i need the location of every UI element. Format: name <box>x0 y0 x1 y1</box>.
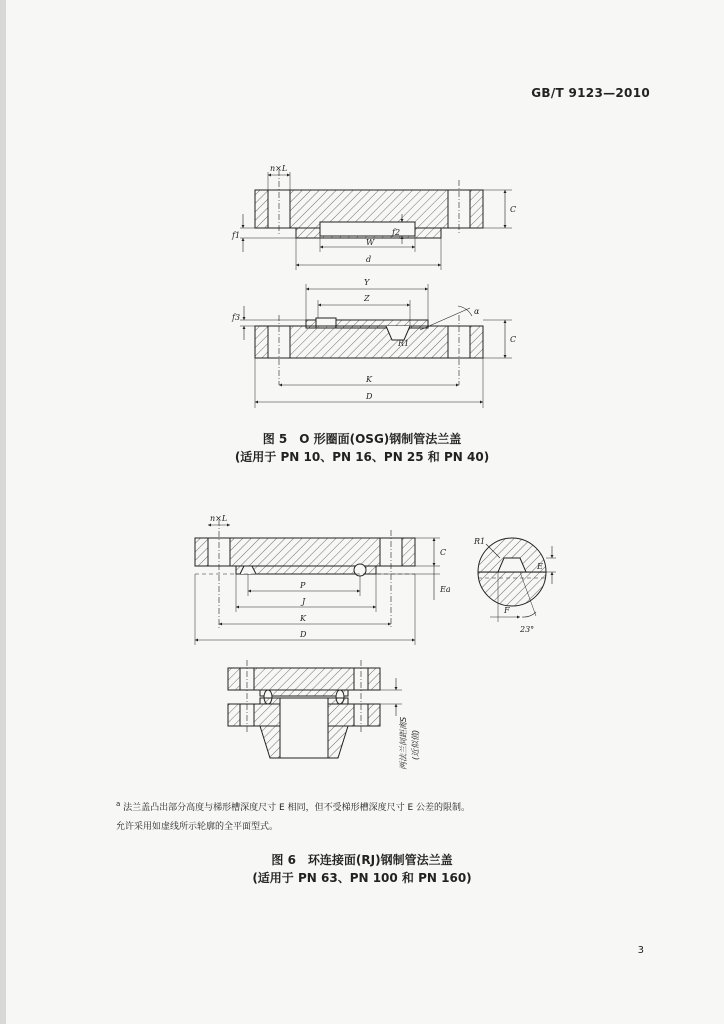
fig6-F-label: F <box>504 606 510 615</box>
fig5-D-label: D <box>366 392 373 401</box>
fig6-assembly-view <box>228 660 402 758</box>
fig6-E-label: E <box>537 562 543 571</box>
figure5-caption: 图 5 O 形圈面(OSG)钢制管法兰盖 <box>262 432 462 446</box>
fig6-nL-label: n×L <box>210 514 228 523</box>
fig6-C-label: C <box>440 548 447 557</box>
fig6-gap-label: 两法兰间距离S <box>399 716 408 770</box>
fig6-gap-note: (近似值) <box>411 729 420 760</box>
fig5-Z-label: Z <box>364 294 370 303</box>
fig5-W-label: W <box>366 238 375 247</box>
fig5-bottom-view <box>240 284 512 408</box>
figure6-applicability: (适用于 PN 63、PN 100 和 PN 160) <box>252 871 472 885</box>
figure5-applicability: (适用于 PN 10、PN 16、PN 25 和 PN 40) <box>234 450 490 464</box>
full-face-note: 允许采用如虚线所示轮廓的全平面型式。 <box>116 822 279 832</box>
footnote-a <box>116 795 636 818</box>
fig5-R1-label: R1 <box>398 339 410 348</box>
fig6-R1-label: R1 <box>474 537 486 546</box>
fig6-angle-label: 23° <box>520 625 535 634</box>
figure6-caption: 图 6 环连接面(RJ)钢制管法兰盖 <box>271 853 453 867</box>
fig6-D-label: D <box>300 630 307 639</box>
fig6-top-view <box>195 520 440 645</box>
fig5-Y-label: Y <box>364 278 370 287</box>
footnote-mark: a <box>116 800 121 808</box>
fig5-C-label: C <box>510 205 517 214</box>
fig5-nL-label: n×L <box>270 164 288 173</box>
fig5-alpha-label: α <box>474 307 480 316</box>
fig5-f1-label: f1 <box>232 231 241 240</box>
fig6-groove-detail <box>478 538 556 622</box>
standard-number: GB/T 9123—2010 <box>531 86 650 100</box>
figure5-caption-block <box>0 430 724 466</box>
figure6-notes <box>116 795 636 837</box>
fig6-J-label: J <box>302 597 306 606</box>
fig5-f2-label: f2 <box>392 228 401 237</box>
figure6-caption-block <box>0 851 724 887</box>
fig5-C-bottom-label: C <box>510 335 517 344</box>
fig5-K-label: K <box>366 375 372 384</box>
fig5-f3-label: f3 <box>232 313 241 322</box>
fig6-K-label: K <box>300 614 306 623</box>
fig6-P-label: P <box>300 581 306 590</box>
fig5-d-label: d <box>366 255 372 264</box>
page-number: 3 <box>637 945 644 956</box>
fig6-Ea-label: Ea <box>440 585 451 594</box>
footnote-text: 法兰盖凸出部分高度与梯形槽深度尺寸 E 相同，但不受梯形槽深度尺寸 E 公差的限制。 <box>123 803 470 813</box>
fig5-top-view <box>240 170 512 270</box>
